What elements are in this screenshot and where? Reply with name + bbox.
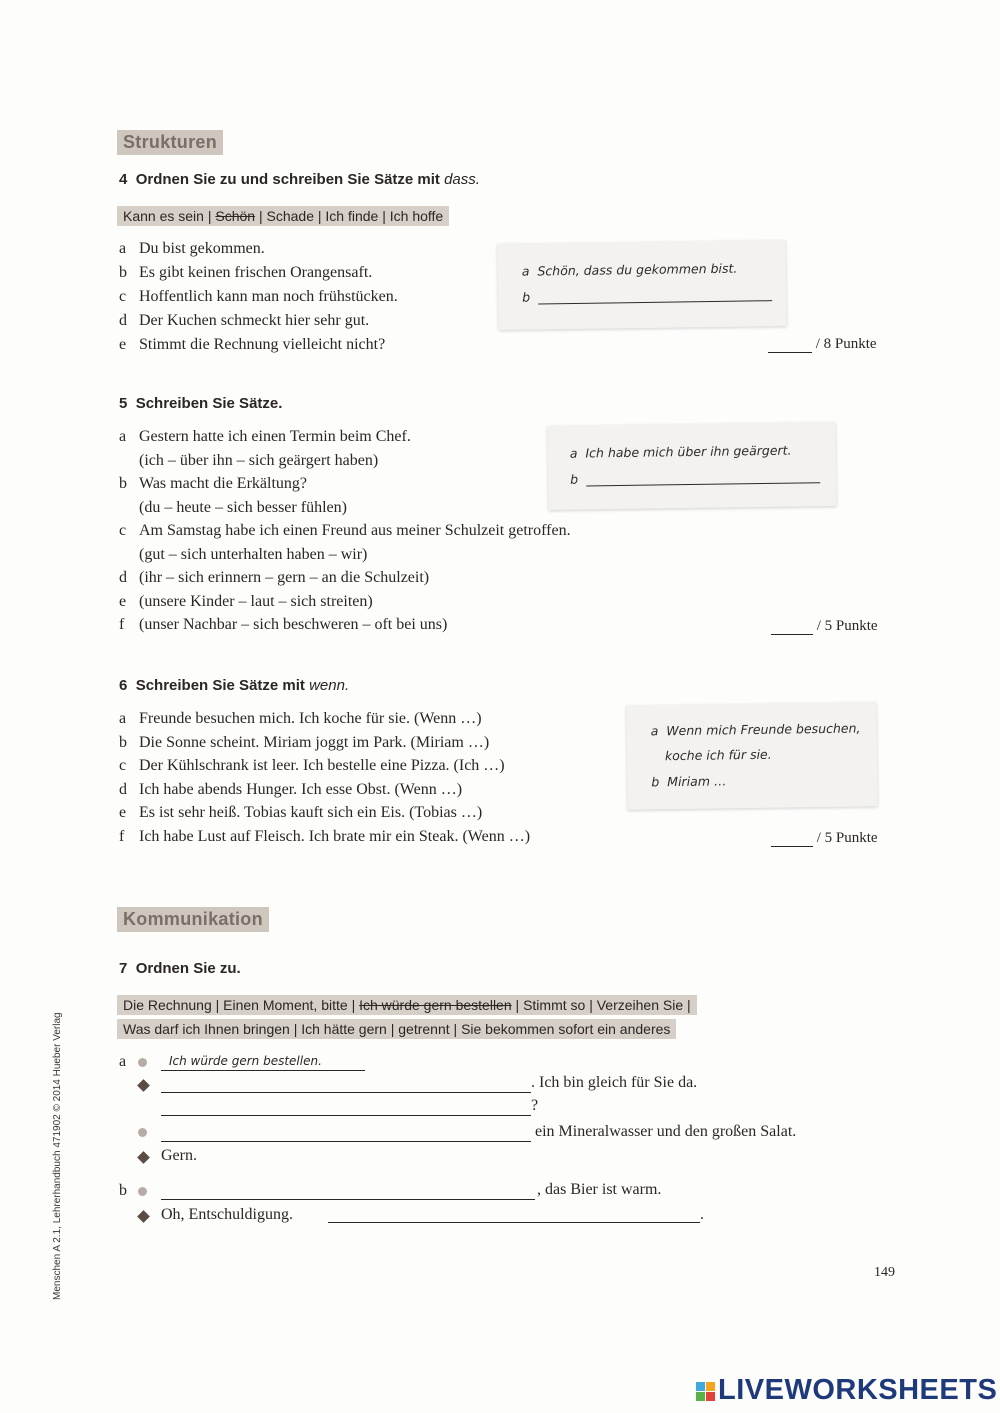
task-number: 6 — [119, 677, 128, 694]
speaker-diamond-icon — [137, 1210, 150, 1223]
list-item — [119, 452, 571, 476]
note-answer: Miriam … — [667, 773, 727, 790]
dialogue-b-label: b — [119, 1182, 127, 1199]
section-title-kommunikation: Kommunikation — [117, 907, 269, 932]
item-text: Am Samstag habe ich einen Freund aus meiner Schulzeit getroffen. — [139, 522, 571, 539]
dialogue-a-label: a — [119, 1053, 127, 1070]
logo-text: LIVEWORKSHEETS — [718, 1374, 998, 1406]
example-note-task-6 — [626, 702, 877, 809]
word-option: Was darf ich Ihnen bringen — [123, 1021, 290, 1037]
section-title-strukturen: Strukturen — [117, 130, 223, 155]
example-note-task-5 — [547, 422, 836, 510]
dialogue-text: ein Mineralwasser und den großen Salat. — [535, 1123, 797, 1140]
item-text: Ich habe abends Hunger. Ich esse Obst. (Wenn …) — [139, 780, 463, 798]
list-item — [119, 336, 398, 360]
list-item — [119, 757, 530, 781]
item-text: Hoffentlich kann man noch frühstücken. — [139, 288, 398, 305]
word-option: Stimmt so — [523, 997, 586, 1013]
list-item — [119, 546, 571, 570]
item-text: Es gibt keinen frischen Orangensaft. — [139, 264, 373, 281]
separator: | — [687, 997, 691, 1013]
item-label: d — [119, 780, 127, 798]
task-title: Schreiben Sie Sätze. — [135, 395, 283, 412]
separator: | — [215, 997, 220, 1013]
dialogue-text: Gern. — [161, 1147, 197, 1164]
answer-blank[interactable] — [161, 1101, 531, 1116]
item-text: Die Sonne scheint. Miriam joggt im Park. (Miriam …) — [139, 733, 490, 751]
item-label: b — [119, 733, 127, 751]
copyright-note: Menschen A 2.1, Lehrerhandbuch 471902 © 2014 Hueber Verlag — [52, 1012, 63, 1300]
task-7-heading — [119, 960, 241, 977]
list-item — [119, 710, 530, 734]
points-label: / 8 Punkte — [815, 336, 877, 352]
speaker-circle-icon — [138, 1058, 147, 1067]
separator: | — [382, 208, 386, 224]
dialogue-text: . Ich bin gleich für Sie da. — [531, 1074, 698, 1091]
answer-blank[interactable] — [161, 1078, 531, 1093]
separator: | — [515, 997, 520, 1013]
note-answer: Schön, dass du gekommen bist. — [537, 260, 738, 279]
note-label: b — [522, 289, 531, 305]
item-label: e — [119, 336, 127, 353]
item-label: b — [119, 264, 127, 281]
score-blank[interactable] — [771, 620, 813, 635]
word-box-task-7-row-1 — [117, 995, 697, 1015]
word-box-task-7-row-2 — [117, 1019, 676, 1039]
answer-blank[interactable] — [161, 1127, 531, 1142]
list-item — [119, 288, 398, 312]
speaker-circle-icon — [138, 1128, 147, 1137]
item-label: a — [119, 240, 127, 257]
list-item — [119, 428, 571, 452]
item-text: (unsere Kinder – laut – sich streiten) — [139, 592, 373, 610]
item-label: f — [119, 827, 125, 845]
note-answer-continued: koche ich für sie. — [664, 746, 772, 764]
item-text: Was macht die Erkältung? — [139, 475, 307, 492]
list-item — [119, 264, 398, 288]
item-text: (ich – über ihn – sich geärgert haben) — [139, 451, 379, 469]
answer-blank[interactable] — [161, 1185, 535, 1200]
speaker-diamond-icon — [137, 1079, 150, 1092]
item-text: Ich habe Lust auf Fleisch. Ich brate mir ein Steak. (Wenn …) — [139, 827, 531, 845]
example-answer-a: Ich würde gern bestellen. — [161, 1054, 365, 1071]
separator: | — [390, 1021, 395, 1037]
points-task-4 — [768, 336, 877, 353]
page-number: 149 — [874, 1265, 895, 1280]
answer-line — [586, 470, 820, 486]
score-blank[interactable] — [768, 338, 812, 353]
task-number: 5 — [119, 395, 128, 412]
note-answer: Ich habe mich über ihn geärgert. — [585, 442, 792, 461]
note-answer: Wenn mich Freunde besuchen, — [666, 720, 861, 739]
separator: | — [293, 1021, 298, 1037]
separator: | — [207, 208, 212, 224]
item-text: Es ist sehr heiß. Tobias kauft sich ein Eis. (Tobias …) — [139, 804, 483, 822]
item-text: (gut – sich unterhalten haben – wir) — [139, 545, 368, 563]
word-option: Sie bekommen sofort ein anderes — [461, 1021, 671, 1037]
points-label: / 5 Punkte — [816, 618, 878, 634]
task-title-italic: wenn. — [309, 677, 350, 694]
points-task-6 — [771, 830, 878, 847]
list-item — [119, 804, 530, 828]
list-item — [119, 593, 571, 617]
list-item — [119, 569, 571, 593]
item-label: d — [119, 569, 127, 586]
task-number: 7 — [119, 960, 128, 977]
task-6-list — [119, 710, 530, 852]
task-title-italic: dass. — [444, 171, 480, 188]
item-label: c — [119, 757, 127, 775]
item-text: Stimmt die Rechnung vielleicht nicht? — [139, 336, 386, 353]
word-option: Ich hoffe — [389, 208, 444, 224]
item-label: e — [119, 804, 127, 822]
word-option: getrennt — [398, 1021, 450, 1037]
task-title: Ordnen Sie zu. — [135, 960, 241, 977]
item-label: e — [119, 592, 127, 610]
word-option: Die Rechnung — [123, 997, 212, 1013]
item-label: c — [119, 522, 127, 539]
item-label: a — [119, 710, 127, 727]
list-item — [119, 240, 398, 264]
word-option: Kann es sein — [123, 208, 204, 224]
separator: | — [351, 997, 356, 1013]
speaker-diamond-icon — [137, 1151, 150, 1164]
task-6-heading — [119, 677, 349, 694]
logo-icon — [696, 1382, 715, 1401]
note-label: a — [650, 723, 659, 739]
item-text: Der Kühlschrank ist leer. Ich bestelle eine Pizza. (Ich …) — [139, 757, 505, 775]
note-label: b — [651, 774, 660, 790]
dialogue-text: , das Bier ist warm. — [537, 1181, 662, 1198]
points-label: / 5 Punkte — [816, 830, 878, 846]
dialogue-text: . — [700, 1206, 704, 1223]
score-blank[interactable] — [771, 832, 813, 847]
item-label: d — [119, 312, 127, 329]
item-label: f — [119, 616, 125, 633]
task-5-list — [119, 428, 571, 640]
list-item — [119, 781, 530, 805]
word-option: Einen Moment, bitte — [223, 997, 348, 1013]
task-4-list — [119, 240, 398, 360]
list-item — [119, 499, 571, 523]
note-label: b — [570, 471, 579, 487]
item-label: c — [119, 288, 127, 305]
list-item — [119, 312, 398, 336]
item-text: Gestern hatte ich einen Termin beim Chef. — [139, 428, 411, 445]
task-4-heading — [119, 171, 480, 188]
list-item — [119, 616, 571, 640]
item-text: (ihr – sich erinnern – gern – an die Schulzeit) — [139, 569, 430, 586]
task-number: 4 — [119, 171, 128, 188]
word-option-used: Schön — [215, 208, 256, 224]
note-label: a — [521, 263, 530, 279]
points-task-5 — [771, 618, 878, 635]
note-label: a — [569, 445, 578, 461]
word-option: Schade — [266, 208, 314, 224]
task-title: Schreiben Sie Sätze mit — [135, 677, 305, 694]
list-item — [119, 522, 571, 546]
answer-blank[interactable] — [328, 1208, 700, 1223]
word-option: Ich hätte gern — [301, 1021, 387, 1037]
separator: | — [453, 1021, 458, 1037]
word-option: Ich finde — [325, 208, 379, 224]
liveworksheets-logo[interactable] — [696, 1374, 997, 1407]
dialogue-text: Oh, Entschuldigung. — [161, 1206, 293, 1223]
item-text: (du – heute – sich besser fühlen) — [139, 498, 347, 516]
separator: | — [589, 997, 593, 1013]
dialogue-text: ? — [531, 1097, 539, 1114]
answer-line — [538, 288, 772, 304]
word-box-task-4 — [117, 206, 449, 226]
item-label: b — [119, 475, 127, 492]
task-title: Ordnen Sie zu und schreiben Sie Sätze mit — [135, 171, 440, 188]
item-text: Du bist gekommen. — [139, 240, 265, 257]
item-text: (unser Nachbar – sich beschweren – oft bei uns) — [139, 616, 448, 633]
list-item — [119, 475, 571, 499]
speaker-circle-icon — [138, 1187, 147, 1196]
item-label: a — [119, 428, 127, 445]
word-option-used: Ich würde gern bestellen — [359, 997, 512, 1013]
list-item — [119, 828, 530, 852]
example-note-task-4 — [497, 240, 786, 330]
word-option: Verzeihen Sie — [596, 997, 684, 1013]
list-item — [119, 734, 530, 758]
separator: | — [317, 208, 322, 224]
item-text: Freunde besuchen mich. Ich koche für sie. (Wenn …) — [139, 710, 482, 727]
item-text: Der Kuchen schmeckt hier sehr gut. — [139, 312, 370, 329]
task-5-heading — [119, 395, 282, 412]
separator: | — [258, 208, 263, 224]
